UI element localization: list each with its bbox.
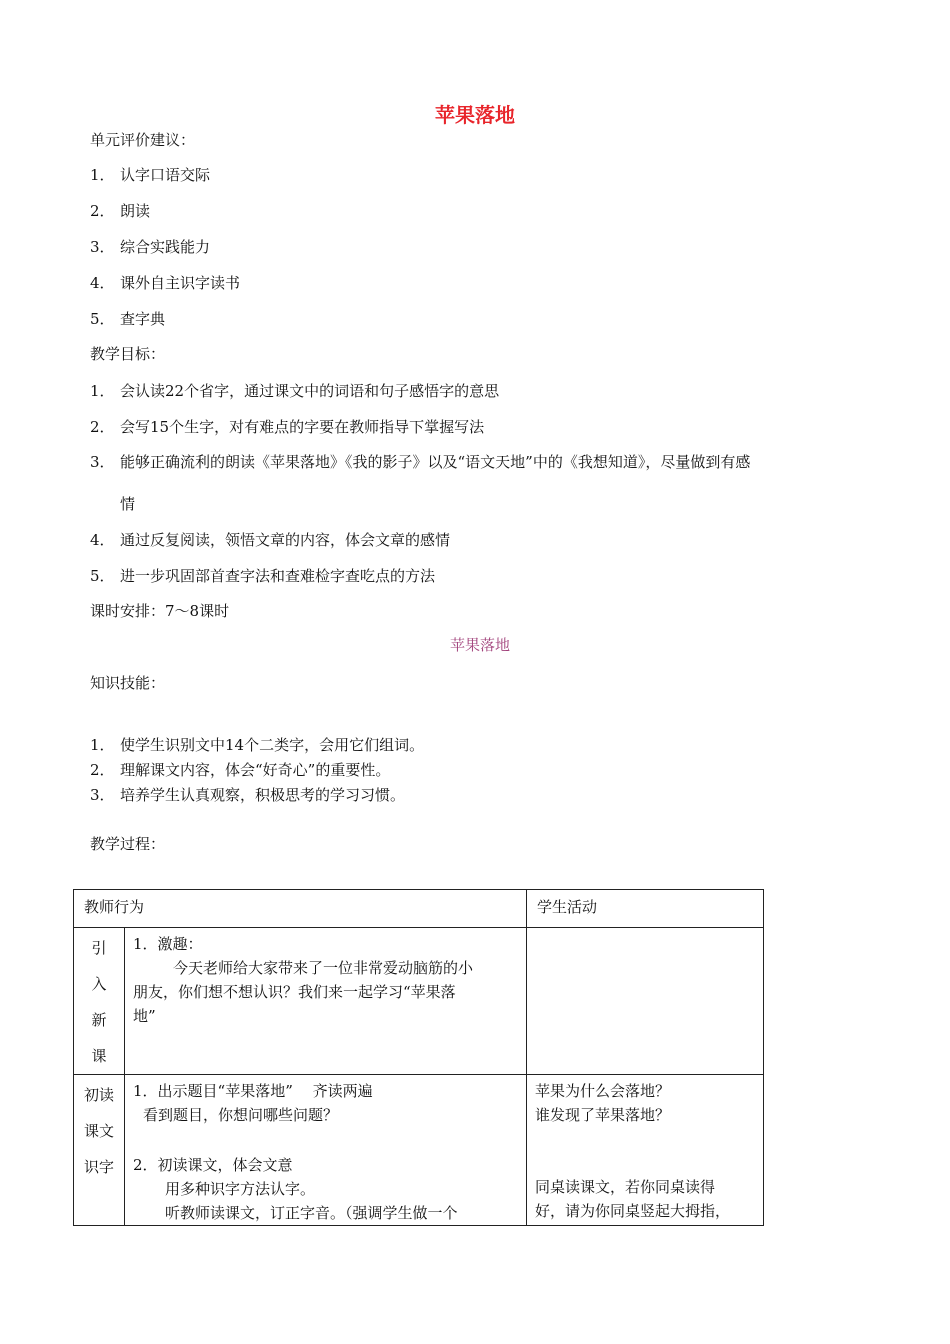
table-header-row: [74, 890, 764, 928]
eval-item: 3． 综合实践能力: [90, 238, 211, 256]
table-row: [74, 928, 764, 1075]
student-cell: [527, 928, 764, 1075]
table-row: [74, 1075, 764, 1226]
schedule: 课时安排：7～8课时: [90, 602, 230, 620]
document-title: 苹果落地: [435, 103, 515, 127]
goal-item: 2． 会写15个生字，对有难点的字要在教师指导下掌握写法: [90, 418, 485, 436]
row-label: 初读 课文 识字: [74, 1075, 125, 1226]
process-heading: 教学过程：: [90, 835, 166, 853]
goals-heading: 教学目标：: [90, 345, 166, 363]
eval-item: 5． 查字典: [90, 310, 166, 328]
row-label: 引 入 新 课: [74, 928, 125, 1075]
eval-item: 4． 课外自主识字读书: [90, 274, 241, 292]
goal-item: 3． 能够正确流利的朗读《苹果落地》《我的影子》以及“语文天地”中的《我想知道》，尽量做到有感: [90, 453, 751, 471]
goal-item: 1． 会认读22个省字，通过课文中的词语和句子感悟字的意思: [90, 382, 500, 400]
eval-item: 2． 朗读: [90, 202, 151, 220]
teacher-cell: 1．出示题目“苹果落地” 齐读两遍 看到题目，你想问哪些问题？ 2．初读课文，体会文意 用多种识字方法认字。 听教师读课文，订正字音。（强调学生做一个: [125, 1075, 527, 1226]
header-student: 学生活动: [527, 890, 764, 928]
goal-item-continuation: 情: [120, 495, 136, 513]
section-subtitle: 苹果落地: [449, 636, 510, 654]
skill-item: 2． 理解课文内容，体会“好奇心”的重要性。: [90, 761, 391, 779]
skill-item: 1． 使学生识别文中14个二类字，会用它们组词。: [90, 736, 425, 754]
goal-item: 4． 通过反复阅读，领悟文章的内容，体会文章的感情: [90, 531, 451, 549]
skill-item: 3． 培养学生认真观察，积极思考的学习习惯。: [90, 786, 406, 804]
goal-item: 5． 进一步巩固部首查字法和查难检字查吃点的方法: [90, 567, 436, 585]
teacher-cell: 1．激趣： 今天老师给大家带来了一位非常爱动脑筋的小 朋友，你们想不想认识？我们来一起学习“苹果落 地”: [125, 928, 527, 1075]
header-teacher: 教师行为: [74, 890, 527, 928]
student-cell: 苹果为什么会落地？ 谁发现了苹果落地？ 同桌读课文，若你同桌读得 好，请为你同桌竖起大拇指，: [527, 1075, 764, 1226]
lesson-table: [73, 889, 764, 1226]
eval-heading: 单元评价建议：: [90, 131, 196, 149]
eval-item: 1． 认字口语交际: [90, 166, 211, 184]
skills-heading: 知识技能：: [90, 674, 166, 692]
